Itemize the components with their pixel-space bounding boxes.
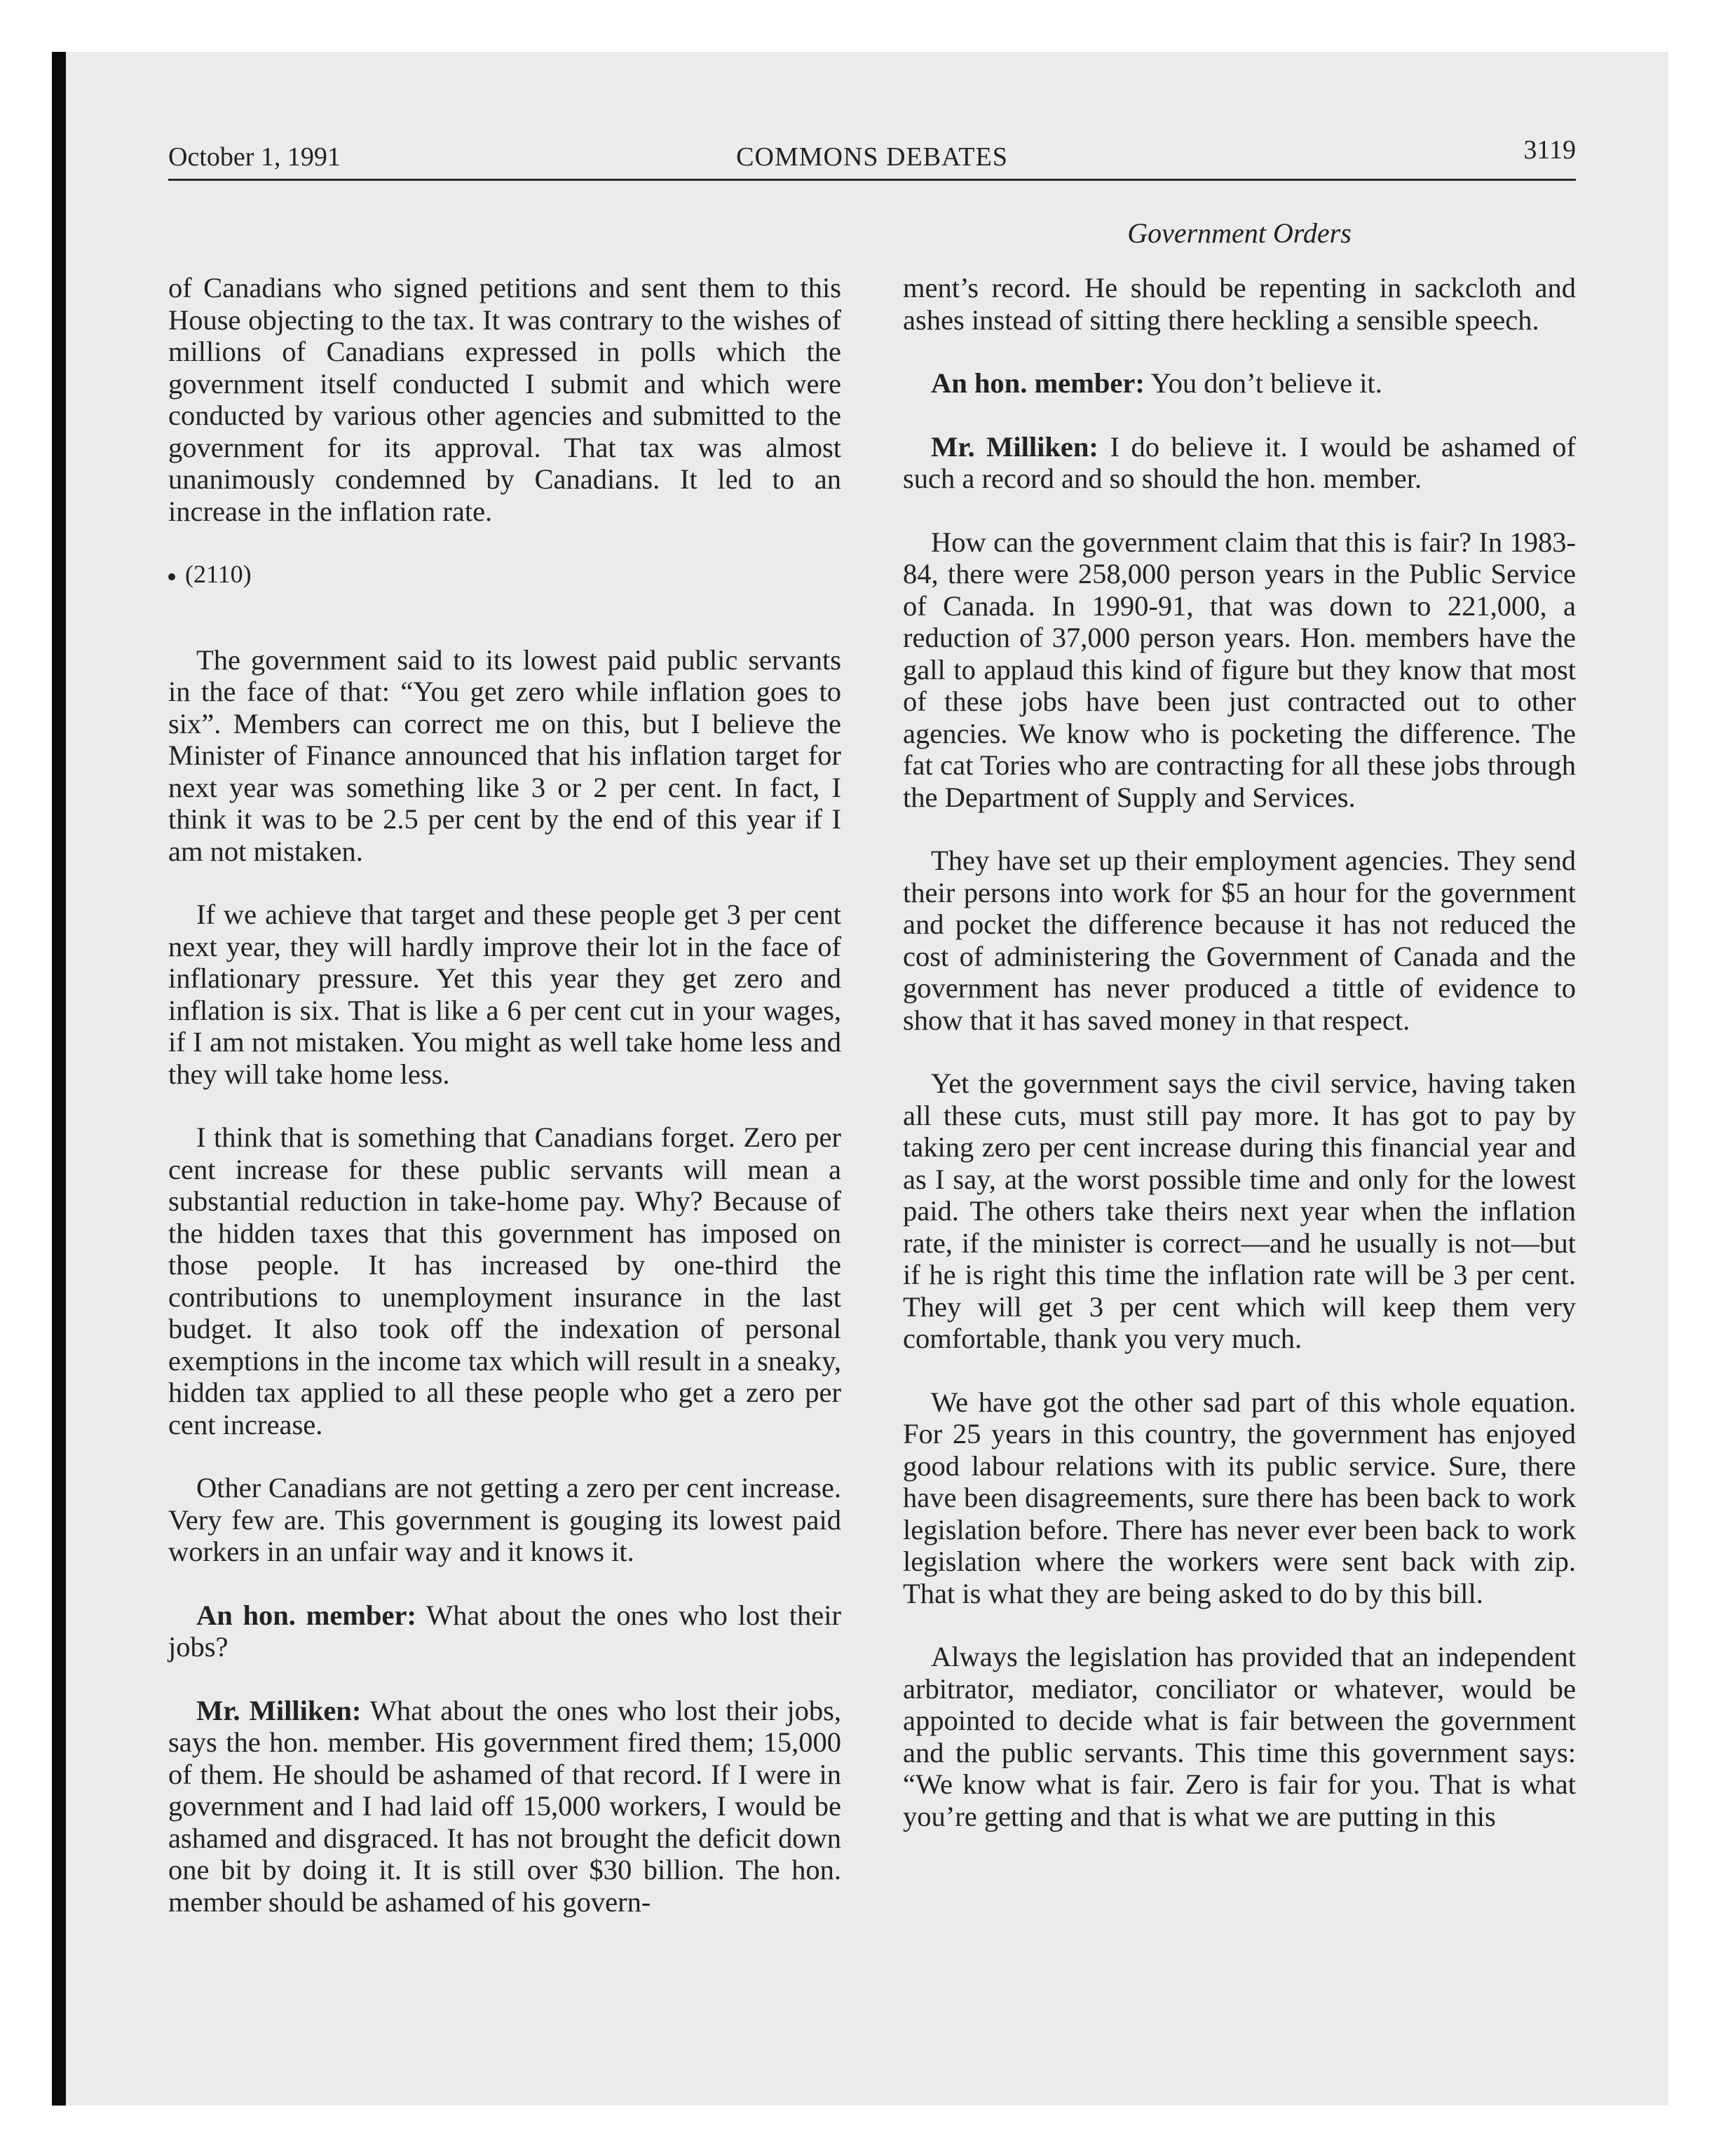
timestamp-text: (2110) <box>185 560 252 588</box>
speech-text: What about the ones who lost their jobs? <box>168 1599 841 1663</box>
paragraph: The government said to its lowest paid public servants in the face of that: “You get zero while inflation goes to six”. Members can correct me on this, but I believe the Minister of Finance announced that his inflation target for next year was something like 3 or 2 per cent. In fact, I think it was to be 2.5 per cent by the end of this year if I am not mistaken. <box>168 643 841 867</box>
page-header <box>168 137 1576 177</box>
paragraph: They have set up their employment agencies. They send their persons into work for $5 an hour for the government and pocket the difference because it has not reduced the cost of administering the Government of Canada and the government has never produced a tittle of evidence to show that it has saved money in that respect. <box>903 845 1576 1036</box>
speaker-paragraph <box>168 1695 841 1918</box>
left-column <box>168 272 841 1949</box>
header-rule <box>168 179 1576 181</box>
speaker-paragraph <box>903 367 1576 400</box>
speaker-name: Mr. Milliken: <box>196 1694 362 1726</box>
binding-edge <box>52 52 66 2106</box>
paragraph: I think that is something that Canadians forget. Zero per cent increase for these public servants will mean a substantial reduction in take-home pay. Why? Because of the hidden taxes that this government has imposed on those people. It has increased by one-third the contributions to unemployment insurance in the last budget. It also took off the indexation of personal exemptions in the income tax which will result in a sneaky, hidden tax applied to all these people who get a zero per cent increase. <box>168 1121 841 1440</box>
paragraph: If we achieve that target and these people get 3 per cent next year, they will hardly improve their lot in the face of inflationary pressure. Yet this year they get zero and inflation is six. That is like a 6 per cent cut in your wages, if I am not mistaken. You might as well take home less and they will take home less. <box>168 899 841 1090</box>
speaker-name: An hon. member: <box>931 367 1145 399</box>
speech-text: What about the ones who lost their jobs, says the hon. member. His government fired them; 15,000 of them. He should be ashamed of that record. If I were in government and I had laid off 15,000 workers, I would be ashamed and disgraced. It has not brought the deficit down one bit by doing it. It is still over $30 billion. The hon. member should be ashamed of his govern- <box>168 1694 841 1918</box>
paragraph: How can the government claim that this is fair? In 1983-84, there were 258,000 person years in the Public Service of Canada. In 1990-91, that was down to 221,000, a reduction of 37,000 person years. Hon. members have the gall to applaud this kind of figure but they know that most of these jobs have been just contracted out to other agencies. We know who is pocketing the difference. The fat cat Tories who are contracting for all these jobs through the Department of Supply and Services. <box>903 526 1576 813</box>
paragraph: ment’s record. He should be repenting in sackcloth and ashes instead of sitting there heckling a sensible speech. <box>903 272 1576 336</box>
paragraph: of Canadians who signed petitions and sent them to this House objecting to the tax. It was contrary to the wishes of millions of Canadians expressed in polls which the government itself conducted I submit and which were conducted by various other agencies and submitted to the government for its approval. That tax was almost unanimously condemned by Canadians. It led to an increase in the inflation rate. <box>168 272 841 527</box>
timestamp-marker <box>168 559 841 591</box>
paragraph: We have got the other sad part of this whole equation. For 25 years in this country, the government has enjoyed good labour relations with its public service. Sure, there have been disagreements, sure there has been back to work legislation before. There has never ever been back to work legislation where the workers were sent back with zip. That is what they are being asked to do by this bill. <box>903 1386 1576 1609</box>
speaker-paragraph <box>903 431 1576 495</box>
bullet-icon <box>168 573 175 580</box>
section-heading: Government Orders <box>1127 217 1352 249</box>
right-column <box>903 272 1576 1864</box>
speech-text: You don’t believe it. <box>1144 367 1382 399</box>
speaker-name: Mr. Milliken: <box>931 430 1098 463</box>
speaker-paragraph <box>168 1599 841 1663</box>
paragraph: Yet the government says the civil service, having taken all these cuts, must still pay more. It has got to pay by taking zero per cent increase during this financial year and as I say, at the worst possible time and only for the lowest paid. The others take theirs next year when the inflation rate, if the minister is correct—and he usually is not—but if he is right this time the inflation rate will be 3 per cent. They will get 3 per cent which will keep them very comfortable, thank you very much. <box>903 1067 1576 1354</box>
page-number: 3119 <box>1523 135 1576 165</box>
header-title: COMMONS DEBATES <box>736 142 1008 172</box>
paragraph: Other Canadians are not getting a zero per cent increase. Very few are. This government is gouging its lowest paid workers in an unfair way and it knows it. <box>168 1472 841 1567</box>
speech-text: I do believe it. I would be ashamed of such a record and so should the hon. member. <box>903 430 1576 494</box>
paragraph: Always the legislation has provided that an independent arbitrator, mediator, conciliator or whatever, would be appointed to decide what is fair between the government and the public servants. This time this government says: “We know what is fair. Zero is fair for you. That is what you’re getting and that is what we are putting in this <box>903 1641 1576 1832</box>
header-date: October 1, 1991 <box>168 142 341 172</box>
speaker-name: An hon. member: <box>196 1599 416 1631</box>
